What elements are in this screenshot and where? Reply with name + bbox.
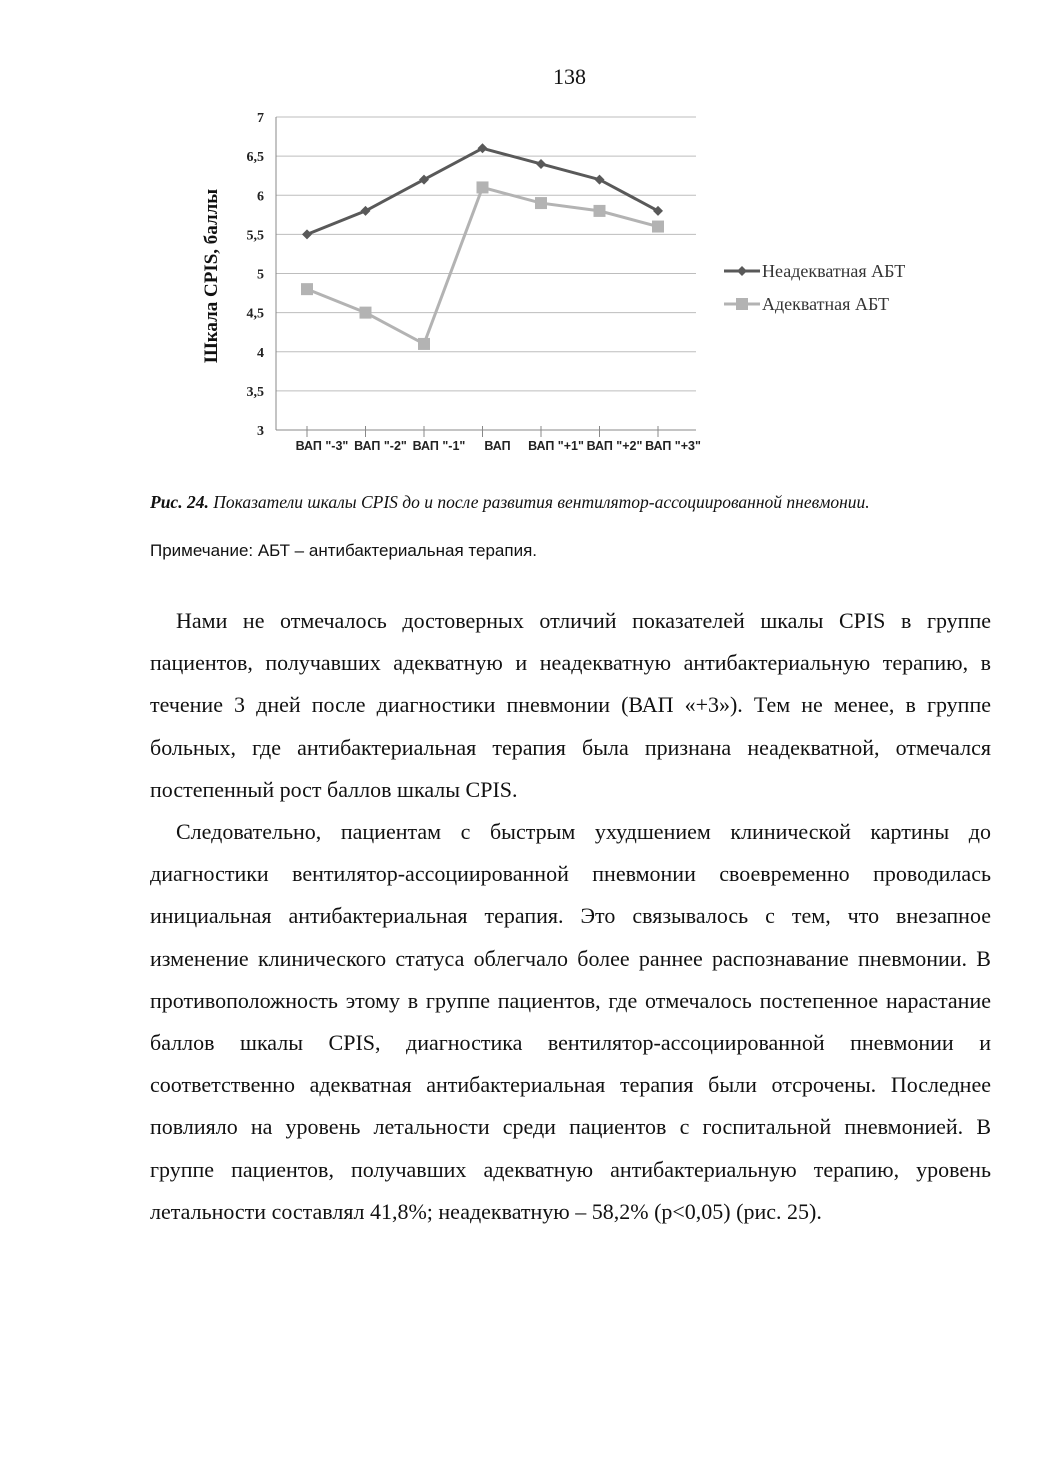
square-marker	[418, 338, 430, 350]
y-tick-label: 7	[257, 111, 264, 126]
figure-label: Рис. 24.	[150, 492, 209, 512]
y-tick-label: 6,5	[246, 150, 264, 166]
x-tick-label: ВАП "-3"	[295, 439, 349, 453]
figure-caption-text: Показатели шкалы CPIS до и после развития вентилятор-ассоциированной пневмонии.	[213, 492, 870, 512]
x-tick-labels	[296, 439, 701, 453]
line-chart	[190, 100, 950, 470]
square-marker	[652, 221, 664, 233]
axes	[276, 117, 696, 437]
x-tick-label: ВАП "+3"	[645, 439, 701, 453]
y-tick-label: 6	[257, 189, 264, 205]
y-tick-labels	[247, 111, 265, 439]
legend-label: Адекватная АБТ	[762, 294, 890, 314]
y-tick-label: 4	[257, 345, 264, 361]
y-tick-label: 3	[257, 424, 264, 439]
square-marker	[301, 283, 313, 295]
diamond-marker	[737, 266, 747, 276]
square-marker	[594, 205, 606, 217]
square-marker	[535, 197, 547, 209]
y-axis-label: Шкала CPIS, баллы	[201, 188, 222, 364]
y-tick-label: 4,5	[246, 306, 264, 322]
x-tick-label: ВАП "-1"	[412, 439, 466, 453]
y-tick-label: 5,5	[246, 228, 264, 244]
square-marker	[736, 298, 748, 310]
paragraph-1: Нами не отмечалось достоверных отличий показателей шкалы CPIS в группе пациентов, получавших адекватную и неадекватную антибактериальную терапию, в течение 3 дней после диагностики пневмонии (ВАП «+3»). Тем не менее, в группе больных, где антибактериальная терапия была признана неадекватной, отмечался постепенный рост баллов шкалы CPIS.	[150, 608, 991, 802]
y-tick-label: 5	[257, 267, 264, 283]
x-tick-label: ВАП	[484, 439, 511, 453]
body-text	[150, 600, 991, 1233]
legend-label: Неадекватная АБТ	[762, 261, 906, 281]
x-tick-label: ВАП "+2"	[586, 439, 643, 453]
gridlines	[276, 117, 696, 391]
figure-caption	[150, 491, 991, 513]
legend	[724, 261, 905, 314]
x-tick-label: ВАП "-2"	[354, 439, 407, 453]
diamond-marker	[302, 229, 312, 239]
square-marker	[477, 181, 489, 193]
figure-note: Примечание: АБТ – антибактериальная терапия.	[150, 541, 538, 560]
square-marker	[360, 307, 372, 319]
series-lines	[301, 143, 664, 350]
page-number: 138	[553, 64, 586, 89]
paragraph-2: Следовательно, пациентам с быстрым ухудшением клинической картины до диагностики вентилятор-ассоциированной пневмонии своевременно проводилась инициальная антибактериальная терапия. Это связывалось с тем, что внезапное изменение клинического статуса облегчало более раннее распознавание пневмонии. В противоположность этому в группе пациентов, где отмечалось постепенное нарастание баллов шкалы CPIS, диагностика вентилятор-ассоциированной пневмонии и соответственно адекватная антибактериальная терапия были отсрочены. Последнее повлияло на уровень летальности среди пациентов с госпитальной пневмонией. В группе пациентов, получавших адекватную антибактериальную терапию, уровень летальности составлял 41,8%; неадекватную – 58,2% (p<0,05) (рис. 25).	[150, 819, 991, 1224]
y-tick-label: 3,5	[246, 384, 264, 400]
x-tick-label: ВАП "+1"	[528, 439, 584, 453]
diamond-marker	[536, 159, 546, 169]
